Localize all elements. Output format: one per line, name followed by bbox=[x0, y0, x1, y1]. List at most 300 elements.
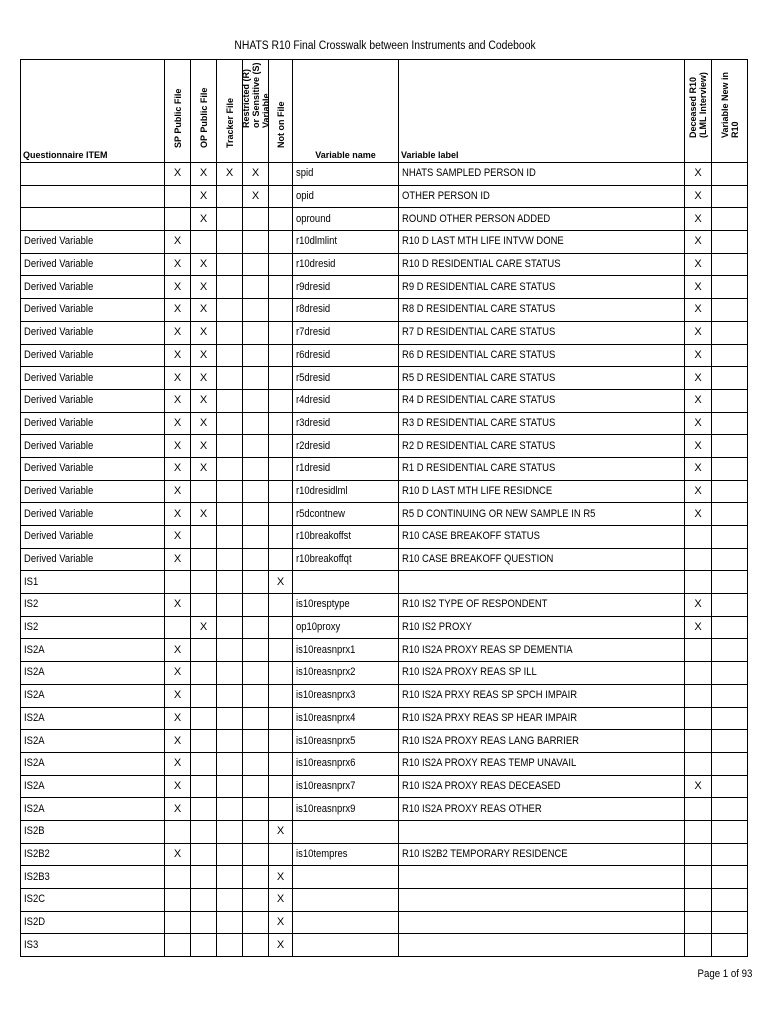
questionnaire-item-cell bbox=[21, 594, 165, 617]
deceased-cell: X bbox=[685, 594, 712, 617]
sp-public-file-cell: X bbox=[165, 276, 191, 299]
header-notfile-label: Not on File bbox=[275, 101, 286, 148]
variable-name-cell bbox=[293, 367, 399, 390]
variable-name-cell bbox=[293, 231, 399, 254]
variable-name-text: is10reasnprx2 bbox=[296, 666, 356, 679]
op-public-file-cell: X bbox=[191, 344, 217, 367]
variable-label-cell bbox=[399, 503, 685, 526]
deceased-cell bbox=[685, 889, 712, 912]
table-row bbox=[21, 321, 748, 344]
variable-name-cell bbox=[293, 548, 399, 571]
tracker-file-cell bbox=[217, 866, 243, 889]
variable-name-cell bbox=[293, 820, 399, 843]
restricted-cell bbox=[243, 639, 269, 662]
variable-label-text: R10 IS2 TYPE OF RESPONDENT bbox=[402, 598, 548, 611]
tracker-file-cell bbox=[217, 435, 243, 458]
not-on-file-cell bbox=[269, 321, 293, 344]
tracker-file-cell bbox=[217, 889, 243, 912]
variable-name-cell bbox=[293, 730, 399, 753]
questionnaire-item-text: IS2A bbox=[24, 666, 45, 679]
deceased-cell bbox=[685, 662, 712, 685]
op-public-file-cell: X bbox=[191, 503, 217, 526]
not-on-file-cell bbox=[269, 730, 293, 753]
restricted-cell bbox=[243, 889, 269, 912]
op-public-file-cell bbox=[191, 684, 217, 707]
op-public-file-cell: X bbox=[191, 367, 217, 390]
restricted-cell bbox=[243, 730, 269, 753]
restricted-cell bbox=[243, 367, 269, 390]
deceased-cell: X bbox=[685, 344, 712, 367]
restricted-cell bbox=[243, 843, 269, 866]
table-row bbox=[21, 934, 748, 957]
restricted-cell bbox=[243, 820, 269, 843]
not-on-file-cell: X bbox=[269, 866, 293, 889]
tracker-file-cell bbox=[217, 389, 243, 412]
restricted-cell bbox=[243, 344, 269, 367]
table-row bbox=[21, 775, 748, 798]
variable-name-cell bbox=[293, 843, 399, 866]
variable-label-text: R3 D RESIDENTIAL CARE STATUS bbox=[402, 416, 556, 429]
sp-public-file-cell: X bbox=[165, 594, 191, 617]
sp-public-file-cell: X bbox=[165, 707, 191, 730]
questionnaire-item-text: IS2D bbox=[24, 916, 46, 929]
variable-new-cell bbox=[712, 480, 748, 503]
deceased-cell: X bbox=[685, 163, 712, 186]
table-row bbox=[21, 163, 748, 186]
questionnaire-item-text: IS2B bbox=[24, 825, 45, 838]
table-row bbox=[21, 276, 748, 299]
tracker-file-cell bbox=[217, 752, 243, 775]
variable-new-cell bbox=[712, 526, 748, 549]
variable-new-cell bbox=[712, 253, 748, 276]
variable-label-cell bbox=[399, 911, 685, 934]
tracker-file-cell bbox=[217, 208, 243, 231]
table-row bbox=[21, 367, 748, 390]
tracker-file-cell bbox=[217, 639, 243, 662]
questionnaire-item-cell bbox=[21, 321, 165, 344]
header-restricted-line3: Variable bbox=[260, 93, 271, 128]
op-public-file-cell bbox=[191, 231, 217, 254]
variable-name-text: r5dcontnew bbox=[296, 507, 345, 520]
sp-public-file-cell: X bbox=[165, 435, 191, 458]
variable-name-cell bbox=[293, 594, 399, 617]
questionnaire-item-text: IS3 bbox=[24, 938, 39, 951]
restricted-cell bbox=[243, 616, 269, 639]
deceased-cell: X bbox=[685, 503, 712, 526]
questionnaire-item-cell bbox=[21, 866, 165, 889]
variable-new-cell bbox=[712, 730, 748, 753]
questionnaire-item-cell bbox=[21, 775, 165, 798]
table-row bbox=[21, 616, 748, 639]
not-on-file-cell bbox=[269, 389, 293, 412]
questionnaire-item-text: IS1 bbox=[24, 575, 39, 588]
variable-label-cell bbox=[399, 866, 685, 889]
questionnaire-item-cell bbox=[21, 299, 165, 322]
questionnaire-item-cell bbox=[21, 843, 165, 866]
tracker-file-cell bbox=[217, 299, 243, 322]
not-on-file-cell bbox=[269, 185, 293, 208]
tracker-file-cell bbox=[217, 344, 243, 367]
tracker-file-cell bbox=[217, 276, 243, 299]
table-row bbox=[21, 594, 748, 617]
variable-label-text: R10 IS2A PROXY REAS TEMP UNAVAIL bbox=[402, 757, 577, 770]
table-row bbox=[21, 820, 748, 843]
header-variable-new bbox=[712, 60, 748, 163]
variable-label-cell bbox=[399, 889, 685, 912]
sp-public-file-cell: X bbox=[165, 775, 191, 798]
header-deceased-line2: (LML Interview) bbox=[698, 72, 708, 138]
not-on-file-cell bbox=[269, 299, 293, 322]
variable-name-text: r3dresid bbox=[296, 416, 331, 429]
op-public-file-cell: X bbox=[191, 185, 217, 208]
sp-public-file-cell bbox=[165, 820, 191, 843]
op-public-file-cell: X bbox=[191, 163, 217, 186]
questionnaire-item-cell bbox=[21, 752, 165, 775]
questionnaire-item-text: Derived Variable bbox=[24, 507, 94, 520]
questionnaire-item-cell bbox=[21, 548, 165, 571]
variable-name-cell bbox=[293, 321, 399, 344]
variable-name-text: is10reasnprx3 bbox=[296, 689, 356, 702]
questionnaire-item-text: IS2 bbox=[24, 598, 39, 611]
variable-label-cell bbox=[399, 594, 685, 617]
variable-new-cell bbox=[712, 571, 748, 594]
restricted-cell bbox=[243, 435, 269, 458]
variable-new-cell bbox=[712, 843, 748, 866]
questionnaire-item-cell bbox=[21, 503, 165, 526]
sp-public-file-cell bbox=[165, 208, 191, 231]
restricted-cell: X bbox=[243, 163, 269, 186]
not-on-file-cell bbox=[269, 231, 293, 254]
op-public-file-cell bbox=[191, 707, 217, 730]
not-on-file-cell bbox=[269, 548, 293, 571]
variable-name-text: is10reasnprx6 bbox=[296, 757, 356, 770]
header-op-label: OP Public File bbox=[198, 87, 209, 148]
questionnaire-item-cell bbox=[21, 911, 165, 934]
tracker-file-cell bbox=[217, 616, 243, 639]
variable-label-cell bbox=[399, 684, 685, 707]
sp-public-file-cell: X bbox=[165, 662, 191, 685]
deceased-cell bbox=[685, 843, 712, 866]
restricted-cell bbox=[243, 934, 269, 957]
tracker-file-cell bbox=[217, 526, 243, 549]
variable-name-text: is10reasnprx5 bbox=[296, 734, 356, 747]
not-on-file-cell bbox=[269, 616, 293, 639]
variable-name-text: r4dresid bbox=[296, 394, 331, 407]
not-on-file-cell bbox=[269, 435, 293, 458]
variable-label-cell bbox=[399, 185, 685, 208]
questionnaire-item-cell bbox=[21, 253, 165, 276]
variable-name-text: r9dresid bbox=[296, 280, 331, 293]
tracker-file-cell bbox=[217, 185, 243, 208]
header-sp-public-file bbox=[165, 60, 191, 163]
not-on-file-cell: X bbox=[269, 889, 293, 912]
variable-name-text: opid bbox=[296, 190, 314, 203]
variable-label-text: R10 IS2A PROXY REAS DECEASED bbox=[402, 779, 561, 792]
variable-name-text: r8dresid bbox=[296, 303, 331, 316]
questionnaire-item-text: Derived Variable bbox=[24, 439, 94, 452]
header-not-on-file bbox=[269, 60, 293, 163]
restricted-cell bbox=[243, 752, 269, 775]
variable-label-text: R6 D RESIDENTIAL CARE STATUS bbox=[402, 348, 556, 361]
variable-name-cell bbox=[293, 866, 399, 889]
header-new-line1: Variable New in bbox=[719, 71, 730, 138]
variable-name-cell bbox=[293, 752, 399, 775]
variable-new-cell bbox=[712, 775, 748, 798]
variable-name-text: r10breakoffqt bbox=[296, 553, 352, 566]
variable-name-cell bbox=[293, 616, 399, 639]
sp-public-file-cell: X bbox=[165, 843, 191, 866]
variable-name-cell bbox=[293, 798, 399, 821]
sp-public-file-cell: X bbox=[165, 480, 191, 503]
deceased-cell: X bbox=[685, 457, 712, 480]
sp-public-file-cell bbox=[165, 911, 191, 934]
variable-label-text: R10 IS2A PROXY REAS SP ILL bbox=[402, 666, 537, 679]
variable-name-cell bbox=[293, 911, 399, 934]
restricted-cell bbox=[243, 911, 269, 934]
not-on-file-cell bbox=[269, 775, 293, 798]
table-row bbox=[21, 480, 748, 503]
header-restricted-line1: Restricted (R) bbox=[240, 68, 251, 128]
sp-public-file-cell bbox=[165, 889, 191, 912]
op-public-file-cell: X bbox=[191, 457, 217, 480]
questionnaire-item-cell bbox=[21, 889, 165, 912]
header-variable-name: Variable name bbox=[293, 60, 399, 163]
variable-label-text: R5 D CONTINUING OR NEW SAMPLE IN R5 bbox=[402, 507, 596, 520]
variable-name-cell bbox=[293, 639, 399, 662]
restricted-cell bbox=[243, 208, 269, 231]
questionnaire-item-cell bbox=[21, 276, 165, 299]
variable-name-cell bbox=[293, 344, 399, 367]
variable-label-text: R10 D LAST MTH LIFE RESIDNCE bbox=[402, 484, 553, 497]
deceased-cell: X bbox=[685, 616, 712, 639]
deceased-cell: X bbox=[685, 276, 712, 299]
not-on-file-cell bbox=[269, 707, 293, 730]
sp-public-file-cell: X bbox=[165, 526, 191, 549]
variable-label-text: R10 IS2A PROXY REAS LANG BARRIER bbox=[402, 734, 580, 747]
page-number: Page 1 of 93 bbox=[697, 968, 752, 980]
variable-new-cell bbox=[712, 435, 748, 458]
questionnaire-item-text: IS2A bbox=[24, 734, 45, 747]
restricted-cell bbox=[243, 684, 269, 707]
questionnaire-item-cell bbox=[21, 231, 165, 254]
variable-label-text: R10 CASE BREAKOFF STATUS bbox=[402, 530, 540, 543]
restricted-cell bbox=[243, 299, 269, 322]
tracker-file-cell bbox=[217, 231, 243, 254]
sp-public-file-cell: X bbox=[165, 457, 191, 480]
variable-name-text: spid bbox=[296, 167, 314, 180]
variable-label-cell bbox=[399, 730, 685, 753]
questionnaire-item-text: IS2A bbox=[24, 643, 45, 656]
variable-label-text: R5 D RESIDENTIAL CARE STATUS bbox=[402, 371, 556, 384]
crosswalk-table bbox=[20, 59, 748, 957]
table-row bbox=[21, 389, 748, 412]
questionnaire-item-text: IS2A bbox=[24, 689, 45, 702]
variable-new-cell bbox=[712, 321, 748, 344]
restricted-cell bbox=[243, 231, 269, 254]
variable-name-text: is10resptype bbox=[296, 598, 350, 611]
deceased-cell: X bbox=[685, 208, 712, 231]
restricted-cell bbox=[243, 571, 269, 594]
deceased-cell bbox=[685, 866, 712, 889]
variable-name-cell bbox=[293, 889, 399, 912]
questionnaire-item-cell bbox=[21, 684, 165, 707]
tracker-file-cell bbox=[217, 321, 243, 344]
variable-label-text: OTHER PERSON ID bbox=[402, 190, 490, 203]
not-on-file-cell bbox=[269, 253, 293, 276]
variable-label-cell bbox=[399, 571, 685, 594]
tracker-file-cell bbox=[217, 730, 243, 753]
variable-name-cell bbox=[293, 412, 399, 435]
variable-label-cell bbox=[399, 662, 685, 685]
questionnaire-item-text: Derived Variable bbox=[24, 394, 94, 407]
restricted-cell bbox=[243, 253, 269, 276]
sp-public-file-cell bbox=[165, 934, 191, 957]
questionnaire-item-text: IS2A bbox=[24, 779, 45, 792]
variable-name-cell bbox=[293, 526, 399, 549]
variable-label-cell bbox=[399, 775, 685, 798]
tracker-file-cell bbox=[217, 775, 243, 798]
variable-label-text: R10 IS2 PROXY bbox=[402, 621, 472, 634]
sp-public-file-cell: X bbox=[165, 798, 191, 821]
variable-label-text: R2 D RESIDENTIAL CARE STATUS bbox=[402, 439, 556, 452]
deceased-cell: X bbox=[685, 412, 712, 435]
variable-name-cell bbox=[293, 208, 399, 231]
variable-new-cell bbox=[712, 208, 748, 231]
table-row bbox=[21, 344, 748, 367]
variable-new-cell bbox=[712, 707, 748, 730]
deceased-cell: X bbox=[685, 231, 712, 254]
variable-label-cell bbox=[399, 367, 685, 390]
tracker-file-cell bbox=[217, 480, 243, 503]
questionnaire-item-cell bbox=[21, 616, 165, 639]
sp-public-file-cell: X bbox=[165, 752, 191, 775]
sp-public-file-cell: X bbox=[165, 299, 191, 322]
variable-new-cell bbox=[712, 911, 748, 934]
restricted-cell bbox=[243, 480, 269, 503]
questionnaire-item-text: Derived Variable bbox=[24, 484, 94, 497]
op-public-file-cell bbox=[191, 571, 217, 594]
op-public-file-cell: X bbox=[191, 435, 217, 458]
variable-label-cell bbox=[399, 752, 685, 775]
table-row bbox=[21, 548, 748, 571]
variable-label-cell bbox=[399, 253, 685, 276]
variable-name-text: r7dresid bbox=[296, 326, 331, 339]
variable-label-cell bbox=[399, 798, 685, 821]
variable-label-cell bbox=[399, 707, 685, 730]
op-public-file-cell bbox=[191, 526, 217, 549]
variable-new-cell bbox=[712, 752, 748, 775]
variable-label-cell bbox=[399, 276, 685, 299]
not-on-file-cell bbox=[269, 526, 293, 549]
sp-public-file-cell bbox=[165, 866, 191, 889]
sp-public-file-cell: X bbox=[165, 344, 191, 367]
variable-label-cell bbox=[399, 412, 685, 435]
variable-new-cell bbox=[712, 299, 748, 322]
variable-label-text: R10 IS2A PRXY REAS SP HEAR IMPAIR bbox=[402, 711, 578, 724]
op-public-file-cell bbox=[191, 889, 217, 912]
deceased-cell: X bbox=[685, 321, 712, 344]
questionnaire-item-text: Derived Variable bbox=[24, 530, 94, 543]
op-public-file-cell: X bbox=[191, 412, 217, 435]
header-restricted-line2: or Sensitive (S) bbox=[250, 62, 261, 128]
variable-name-cell bbox=[293, 253, 399, 276]
questionnaire-item-cell bbox=[21, 208, 165, 231]
op-public-file-cell bbox=[191, 798, 217, 821]
variable-new-cell bbox=[712, 276, 748, 299]
table-row bbox=[21, 798, 748, 821]
questionnaire-item-text: Derived Variable bbox=[24, 326, 94, 339]
variable-new-cell bbox=[712, 548, 748, 571]
variable-label-cell bbox=[399, 820, 685, 843]
questionnaire-item-cell bbox=[21, 344, 165, 367]
page-title: NHATS R10 Final Crosswalk between Instruments and Codebook bbox=[234, 40, 536, 52]
questionnaire-item-cell bbox=[21, 571, 165, 594]
op-public-file-cell bbox=[191, 730, 217, 753]
variable-new-cell bbox=[712, 934, 748, 957]
not-on-file-cell bbox=[269, 798, 293, 821]
variable-name-cell bbox=[293, 662, 399, 685]
variable-name-cell bbox=[293, 299, 399, 322]
variable-name-cell bbox=[293, 435, 399, 458]
deceased-cell bbox=[685, 752, 712, 775]
questionnaire-item-cell bbox=[21, 820, 165, 843]
deceased-cell bbox=[685, 526, 712, 549]
questionnaire-item-cell bbox=[21, 707, 165, 730]
questionnaire-item-text: Derived Variable bbox=[24, 280, 94, 293]
op-public-file-cell bbox=[191, 866, 217, 889]
tracker-file-cell bbox=[217, 684, 243, 707]
not-on-file-cell bbox=[269, 276, 293, 299]
restricted-cell bbox=[243, 594, 269, 617]
questionnaire-item-cell bbox=[21, 730, 165, 753]
not-on-file-cell bbox=[269, 412, 293, 435]
op-public-file-cell bbox=[191, 480, 217, 503]
not-on-file-cell bbox=[269, 344, 293, 367]
questionnaire-item-cell bbox=[21, 163, 165, 186]
restricted-cell bbox=[243, 321, 269, 344]
restricted-cell bbox=[243, 548, 269, 571]
op-public-file-cell bbox=[191, 639, 217, 662]
questionnaire-item-cell bbox=[21, 412, 165, 435]
sp-public-file-cell bbox=[165, 571, 191, 594]
variable-label-cell bbox=[399, 457, 685, 480]
questionnaire-item-cell bbox=[21, 185, 165, 208]
restricted-cell bbox=[243, 412, 269, 435]
sp-public-file-cell bbox=[165, 185, 191, 208]
restricted-cell bbox=[243, 526, 269, 549]
variable-new-cell bbox=[712, 344, 748, 367]
table-row bbox=[21, 843, 748, 866]
header-variable-label: Variable label bbox=[399, 60, 685, 163]
variable-label-cell bbox=[399, 616, 685, 639]
not-on-file-cell: X bbox=[269, 911, 293, 934]
op-public-file-cell: X bbox=[191, 389, 217, 412]
variable-label-text: R1 D RESIDENTIAL CARE STATUS bbox=[402, 462, 556, 475]
tracker-file-cell bbox=[217, 594, 243, 617]
header-new-line2: R10 bbox=[729, 121, 740, 138]
variable-label-text: NHATS SAMPLED PERSON ID bbox=[402, 167, 536, 180]
variable-name-text: r1dresid bbox=[296, 462, 331, 475]
deceased-cell: X bbox=[685, 299, 712, 322]
tracker-file-cell bbox=[217, 367, 243, 390]
variable-new-cell bbox=[712, 185, 748, 208]
questionnaire-item-cell bbox=[21, 798, 165, 821]
variable-name-text: opround bbox=[296, 212, 331, 225]
not-on-file-cell bbox=[269, 503, 293, 526]
variable-name-text: r2dresid bbox=[296, 439, 331, 452]
table-row bbox=[21, 662, 748, 685]
questionnaire-item-cell bbox=[21, 457, 165, 480]
